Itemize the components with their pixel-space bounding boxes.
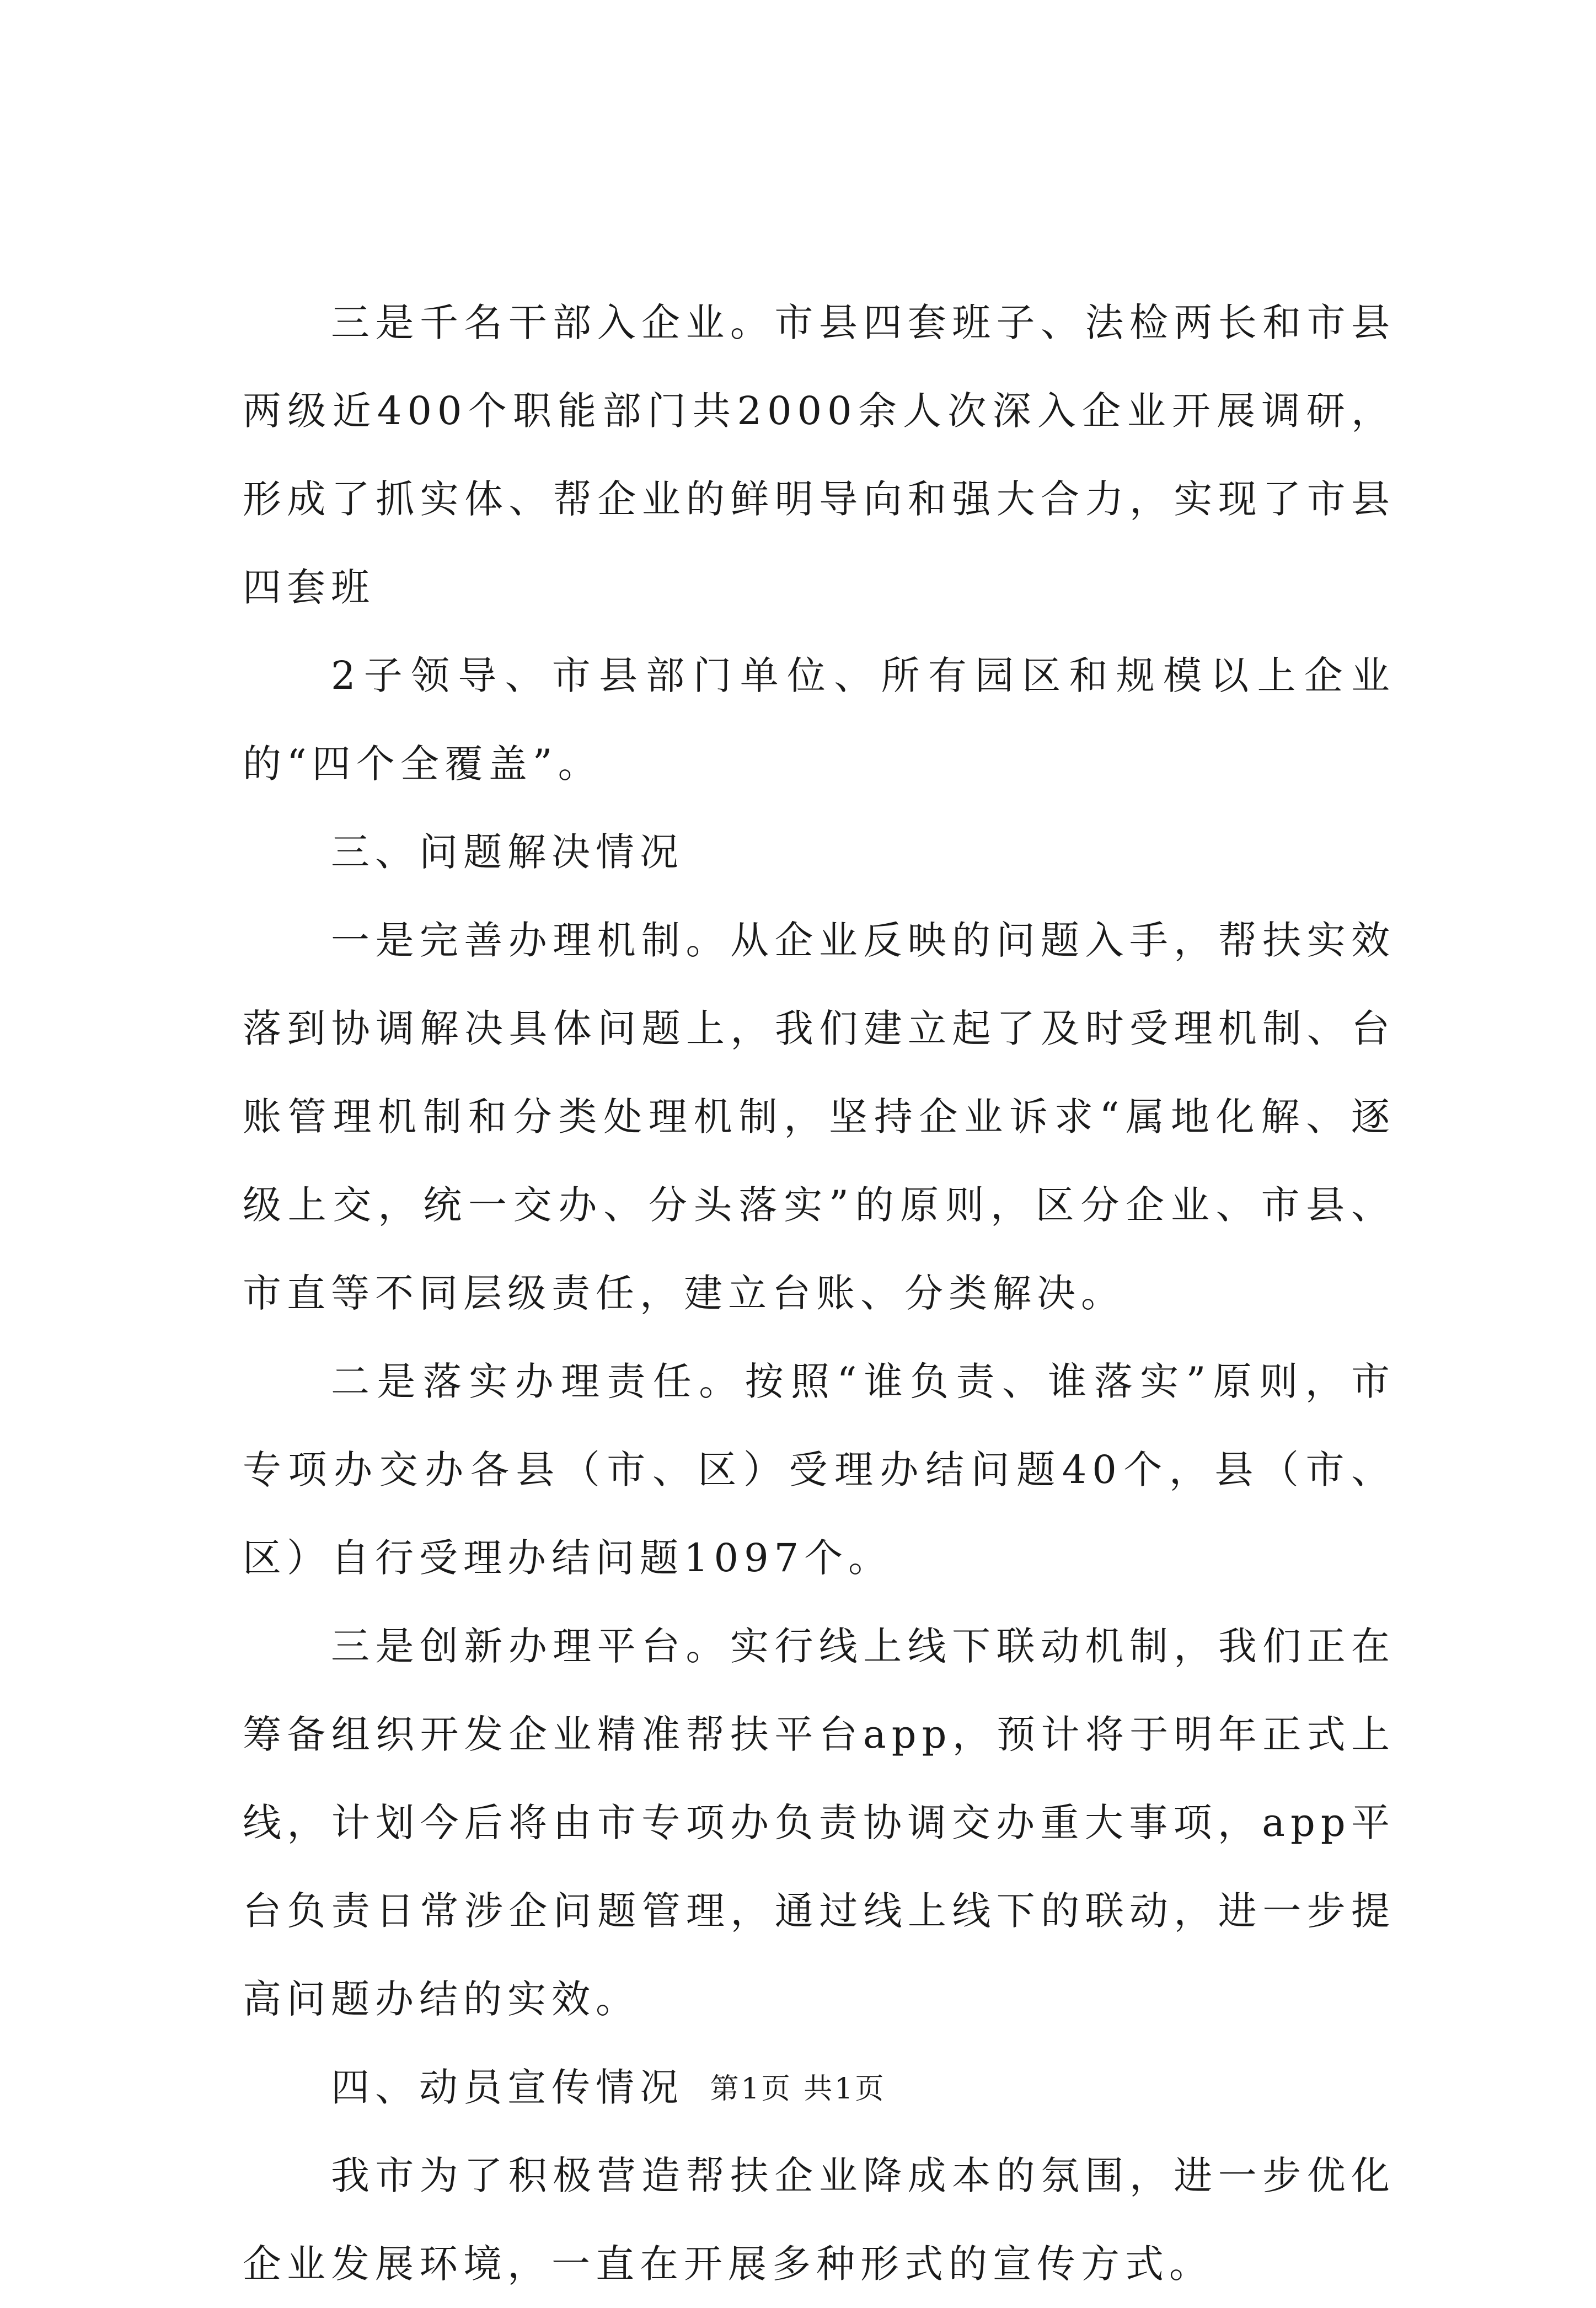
page-footer: 第1页 共1页 [710,2073,886,2106]
paragraph-handling-platform: 三是创新办理平台。实行线上线下联动机制，我们正在筹备组织开发企业精准帮扶平台app，预计将于明年正式上线，计划今后将由市专项办负责协调交办重大事项，app平台负责日常涉企问题管理，通过线上线下的联动，进一步提高问题办结的实效。 [243,1624,1395,2022]
section-heading-problem-solving: 三、问题解决情况 [331,829,684,875]
paragraph-handling-responsibility: 二是落实办理责任。按照“谁负责、谁落实”原则，市专项办交办各县（市、区）受理办结问题40个，县（市、区）自行受理办结问题1097个。 [243,1359,1395,1581]
section-heading-publicity: 四、动员宣传情况 [331,2065,684,2110]
paragraph-cadres-visit-enterprises: 三是千名干部入企业。市县四套班子、法检两长和市县两级近400个职能部门共2000余人次深入企业开展调研，形成了抓实体、帮企业的鲜明导向和强大合力，实现了市县四套班 [243,300,1395,610]
paragraph-publicity: 我市为了积极营造帮扶企业降成本的氛围，进一步优化企业发展环境，一直在开展多种形式的宣传方式。 [243,2153,1395,2286]
paragraph-four-full-coverage: 2子领导、市县部门单位、所有园区和规模以上企业的“四个全覆盖”。 [243,653,1395,786]
paragraph-handling-mechanism: 一是完善办理机制。从企业反映的问题入手，帮扶实效落到协调解决具体问题上，我们建立起了及时受理机制、台账管理机制和分类处理机制，坚持企业诉求“属地化解、逐级上交，统一交办、分头落实”的原则，区分企业、市县、市直等不同层级责任，建立台账、分类解决。 [243,918,1395,1316]
document-body [243,279,1395,2308]
